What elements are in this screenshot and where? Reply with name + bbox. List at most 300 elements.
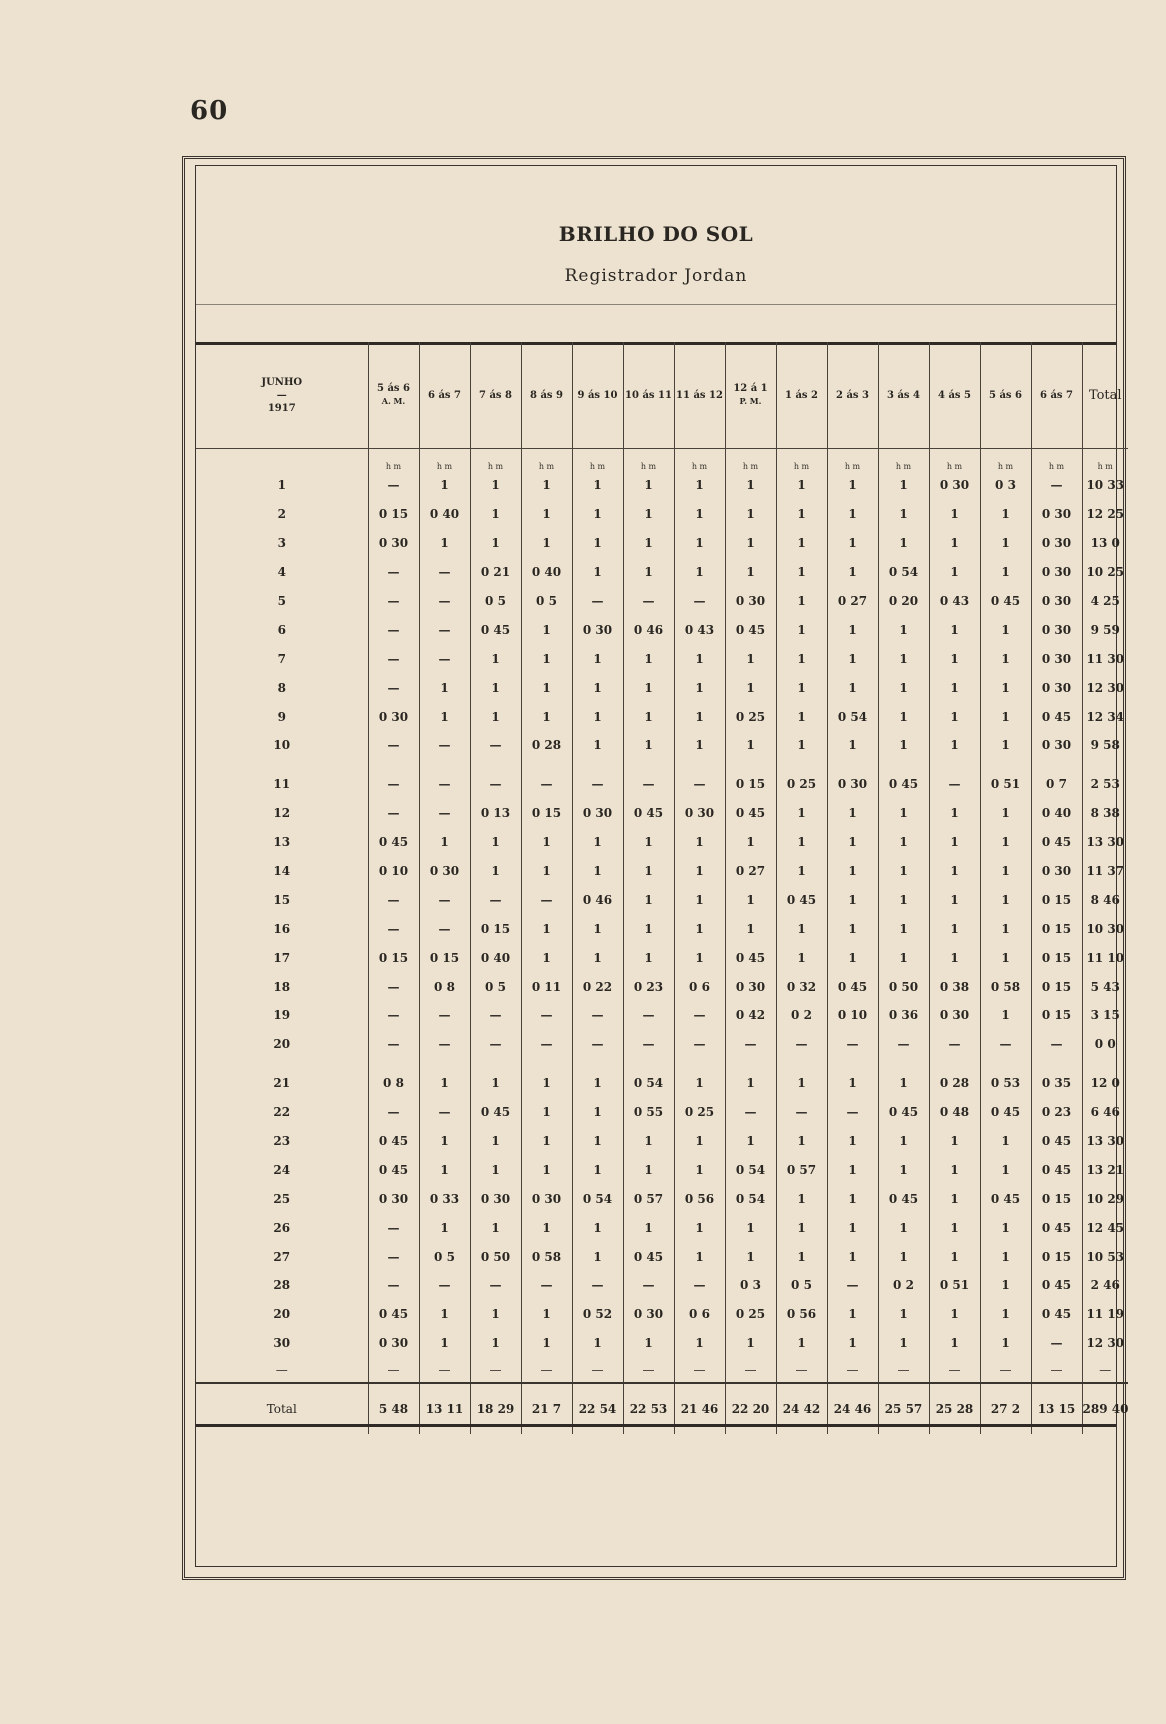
hour-value-cell: 1 — [623, 943, 674, 972]
table-row — [196, 1242, 1128, 1271]
hour-value-cell: 1 — [674, 1127, 725, 1156]
hour-value-cell: — — [623, 587, 674, 616]
hour-value-cell: 0 45 — [776, 885, 827, 914]
hour-value-cell: 0 30 — [1031, 673, 1082, 702]
table-row — [196, 1030, 1128, 1059]
hour-value-cell: 1 — [470, 500, 521, 529]
hour-value-cell: — — [1031, 1329, 1082, 1358]
day-cell: 8 — [277, 680, 286, 695]
table-row — [196, 615, 1128, 644]
hour-range-label: Total — [1088, 387, 1122, 403]
hour-value-cell: 1 — [827, 673, 878, 702]
hour-value-cell: — — [470, 1271, 521, 1300]
hour-value-cell: 1 — [725, 1242, 776, 1271]
hour-value-cell: 1 — [674, 644, 725, 673]
hour-value-cell: 1 — [929, 1242, 980, 1271]
hour-value-cell: 1 — [725, 644, 776, 673]
hour-value-cell: 0 21 — [470, 558, 521, 587]
table-row — [196, 1271, 1128, 1300]
hour-value-cell: 1 — [776, 558, 827, 587]
table-row — [196, 799, 1128, 828]
hour-value-cell: 1 — [929, 1184, 980, 1213]
hour-value-cell: 0 7 — [1031, 760, 1082, 799]
hour-value-cell: — — [521, 1030, 572, 1059]
separator-dash: — — [623, 1358, 674, 1383]
hour-value-cell: 1 — [980, 673, 1031, 702]
hour-value-cell: 1 — [776, 1059, 827, 1098]
day-cell: 24 — [273, 1162, 291, 1177]
hour-value-cell: 1 — [674, 529, 725, 558]
row-total-cell: 12 45 — [1082, 1213, 1128, 1242]
hour-range-label: 9 ás 10 — [577, 389, 618, 401]
hour-value-cell: 1 — [674, 885, 725, 914]
hour-value-cell: 1 — [980, 731, 1031, 760]
hour-column-header — [776, 342, 827, 449]
hour-value-cell: 1 — [929, 644, 980, 673]
hour-value-cell: 1 — [878, 673, 929, 702]
hour-value-cell: 0 30 — [1031, 857, 1082, 886]
hour-value-cell: 1 — [725, 529, 776, 558]
hour-value-cell: 1 — [572, 500, 623, 529]
hour-column-header — [470, 342, 521, 449]
unit-label: h m — [674, 449, 725, 472]
hour-value-cell: 1 — [725, 1213, 776, 1242]
hour-value-cell: 0 45 — [1031, 1127, 1082, 1156]
hour-value-cell: 1 — [929, 1300, 980, 1329]
hour-value-cell: 1 — [827, 885, 878, 914]
hour-value-cell: 1 — [572, 1098, 623, 1127]
hour-value-cell: — — [470, 885, 521, 914]
hour-value-cell: 0 25 — [674, 1098, 725, 1127]
hour-value-cell: 0 58 — [980, 972, 1031, 1001]
hour-value-cell: — — [368, 644, 419, 673]
hour-value-cell: 1 — [827, 1184, 878, 1213]
hour-value-cell: 0 23 — [623, 972, 674, 1001]
hour-value-cell: 1 — [725, 828, 776, 857]
table-row — [196, 972, 1128, 1001]
hour-value-cell: 1 — [470, 1329, 521, 1358]
hour-value-cell: 1 — [929, 673, 980, 702]
hour-value-cell: 1 — [980, 644, 1031, 673]
hour-value-cell: 1 — [623, 885, 674, 914]
hour-value-cell: — — [368, 1098, 419, 1127]
hour-value-cell: 1 — [980, 1127, 1031, 1156]
table-row — [196, 558, 1128, 587]
table-row — [196, 587, 1128, 616]
hour-value-cell: 1 — [572, 702, 623, 731]
table-frame-inner — [195, 165, 1128, 1567]
hour-value-cell: 0 45 — [980, 587, 1031, 616]
hour-value-cell: 0 45 — [878, 1098, 929, 1127]
row-total-cell: 12 25 — [1082, 500, 1128, 529]
column-total-cell: 13 15 — [1031, 1383, 1082, 1434]
column-total-cell: 22 20 — [725, 1383, 776, 1434]
hour-value-cell: 1 — [929, 500, 980, 529]
hour-value-cell: — — [470, 1001, 521, 1030]
year-label: 1917 — [267, 402, 296, 414]
day-cell: 4 — [277, 565, 286, 580]
hour-value-cell: — — [980, 1030, 1031, 1059]
hour-value-cell: 1 — [878, 828, 929, 857]
hour-value-cell: 0 45 — [623, 799, 674, 828]
row-total-cell: 12 30 — [1082, 1329, 1128, 1358]
hour-range-label: 11 ás 12 — [676, 389, 723, 401]
month-dash: — — [276, 389, 287, 401]
hour-value-cell: 0 3 — [980, 471, 1031, 500]
hour-value-cell: 0 54 — [725, 1184, 776, 1213]
hour-value-cell: 1 — [521, 1213, 572, 1242]
separator-dash: — — [674, 1358, 725, 1383]
hour-value-cell: 1 — [725, 1059, 776, 1098]
separator-dash: — — [776, 1358, 827, 1383]
total-column-header — [1082, 342, 1128, 449]
hour-value-cell: 1 — [878, 799, 929, 828]
hour-value-cell: 1 — [419, 471, 470, 500]
hour-value-cell: 1 — [521, 914, 572, 943]
hour-value-cell: 0 45 — [725, 943, 776, 972]
separator-dash: — — [470, 1358, 521, 1383]
hour-value-cell: 1 — [623, 673, 674, 702]
day-cell: 26 — [273, 1220, 291, 1235]
hour-value-cell: 1 — [980, 885, 1031, 914]
day-cell: 2 — [277, 507, 286, 522]
day-cell: 30 — [273, 1336, 291, 1351]
row-total-cell: 3 15 — [1082, 1001, 1128, 1030]
day-cell: 5 — [277, 594, 286, 608]
column-total-cell: 25 28 — [929, 1383, 980, 1434]
hour-value-cell: 1 — [980, 702, 1031, 731]
hour-value-cell: 1 — [572, 828, 623, 857]
hour-value-cell: — — [674, 760, 725, 799]
unit-label: h m — [470, 449, 521, 472]
day-cell: 19 — [273, 1008, 291, 1023]
hour-value-cell: — — [470, 731, 521, 760]
hour-value-cell: 1 — [929, 1127, 980, 1156]
hour-value-cell: 0 30 — [1031, 644, 1082, 673]
hour-value-cell: 0 30 — [929, 1001, 980, 1030]
hour-value-cell: 1 — [827, 857, 878, 886]
row-total-cell: 11 37 — [1082, 857, 1128, 886]
hour-value-cell: 1 — [572, 1155, 623, 1184]
hour-value-cell: 0 13 — [470, 799, 521, 828]
table-row — [196, 1184, 1128, 1213]
hour-value-cell: — — [827, 1271, 878, 1300]
hour-value-cell: — — [674, 587, 725, 616]
column-total-cell: 22 54 — [572, 1383, 623, 1434]
hour-value-cell: 1 — [572, 857, 623, 886]
separator-dash: — — [980, 1358, 1031, 1383]
hour-value-cell: 1 — [521, 702, 572, 731]
day-cell: 9 — [277, 709, 286, 724]
row-total-cell: 4 25 — [1082, 587, 1128, 616]
hour-value-cell: 1 — [827, 731, 878, 760]
day-cell: 16 — [273, 921, 291, 936]
hour-value-cell: — — [623, 1001, 674, 1030]
hour-column-header — [572, 342, 623, 449]
hour-value-cell: 1 — [725, 558, 776, 587]
hour-value-cell: — — [419, 1098, 470, 1127]
hour-value-cell: 1 — [929, 615, 980, 644]
hour-value-cell: 1 — [470, 673, 521, 702]
hour-value-cell: 1 — [776, 1127, 827, 1156]
hour-value-cell: 1 — [980, 943, 1031, 972]
hour-value-cell: 0 33 — [419, 1184, 470, 1213]
table-row — [196, 885, 1128, 914]
hour-value-cell: 1 — [878, 1127, 929, 1156]
unit-label: h m — [878, 449, 929, 472]
row-total-cell: 9 59 — [1082, 615, 1128, 644]
units-spacer — [196, 449, 368, 472]
day-cell: 23 — [273, 1134, 291, 1149]
hour-value-cell: 0 55 — [623, 1098, 674, 1127]
hour-value-cell: — — [929, 1030, 980, 1059]
hour-value-cell: 0 25 — [725, 702, 776, 731]
hour-value-cell: 0 15 — [1031, 1184, 1082, 1213]
hour-value-cell: — — [368, 972, 419, 1001]
hour-value-cell: 1 — [827, 1155, 878, 1184]
hour-value-cell: 1 — [776, 673, 827, 702]
day-cell: 14 — [273, 864, 291, 879]
day-cell: 28 — [273, 1278, 291, 1293]
hour-value-cell: 1 — [470, 1155, 521, 1184]
hour-value-cell: — — [572, 760, 623, 799]
hour-value-cell: 1 — [878, 1155, 929, 1184]
hour-value-cell: 1 — [980, 500, 1031, 529]
hour-value-cell: 1 — [827, 1127, 878, 1156]
hour-value-cell: 0 45 — [827, 972, 878, 1001]
hour-value-cell: 1 — [776, 702, 827, 731]
table-row — [196, 1127, 1128, 1156]
hour-value-cell: — — [368, 558, 419, 587]
hour-value-cell: 0 30 — [368, 529, 419, 558]
hour-value-cell: 1 — [980, 1242, 1031, 1271]
hour-value-cell: 1 — [827, 1300, 878, 1329]
row-total-cell: 12 30 — [1082, 673, 1128, 702]
hour-value-cell: 1 — [623, 644, 674, 673]
hour-value-cell: 1 — [929, 731, 980, 760]
hour-value-cell: 0 15 — [1031, 943, 1082, 972]
hour-value-cell: 1 — [878, 529, 929, 558]
hour-value-cell: 1 — [878, 500, 929, 529]
hour-value-cell: 0 45 — [1031, 1300, 1082, 1329]
hour-value-cell: 1 — [623, 857, 674, 886]
hour-value-cell: 0 30 — [521, 1184, 572, 1213]
hour-value-cell: 0 40 — [470, 943, 521, 972]
hour-value-cell: — — [419, 1030, 470, 1059]
hour-value-cell: 1 — [521, 1059, 572, 1098]
hour-value-cell: — — [929, 760, 980, 799]
separator-dash: — — [878, 1358, 929, 1383]
hour-value-cell: 0 58 — [521, 1242, 572, 1271]
hour-value-cell: 0 5 — [470, 972, 521, 1001]
hour-value-cell: 0 11 — [521, 972, 572, 1001]
hour-column-header — [827, 342, 878, 449]
hour-value-cell: — — [470, 1030, 521, 1059]
hour-value-cell: — — [521, 760, 572, 799]
hour-value-cell: 1 — [623, 500, 674, 529]
hour-range-label: 8 ás 9 — [530, 389, 563, 401]
hour-value-cell: 1 — [419, 1155, 470, 1184]
hour-value-cell: 0 25 — [725, 1300, 776, 1329]
hour-value-cell: 1 — [776, 1242, 827, 1271]
hour-value-cell: 1 — [521, 1127, 572, 1156]
hour-value-cell: 0 38 — [929, 972, 980, 1001]
hour-value-cell: 1 — [521, 857, 572, 886]
hour-value-cell: 0 15 — [1031, 885, 1082, 914]
hour-value-cell: 1 — [776, 644, 827, 673]
hour-value-cell: 0 56 — [674, 1184, 725, 1213]
hour-value-cell: 1 — [521, 1098, 572, 1127]
hour-value-cell: 1 — [725, 885, 776, 914]
hour-value-cell: 1 — [776, 471, 827, 500]
hour-value-cell: 1 — [980, 914, 1031, 943]
hour-value-cell: 1 — [929, 914, 980, 943]
grand-total-cell: 289 40 — [1082, 1383, 1128, 1434]
hour-value-cell: 1 — [572, 471, 623, 500]
hour-column-header — [674, 342, 725, 449]
day-cell: 20 — [273, 1307, 291, 1322]
header-row — [196, 342, 1128, 449]
hour-value-cell: 1 — [980, 1213, 1031, 1242]
hour-value-cell: — — [368, 885, 419, 914]
hour-value-cell: — — [368, 673, 419, 702]
units-row — [196, 449, 1128, 472]
hour-value-cell: — — [419, 731, 470, 760]
row-total-cell: 13 21 — [1082, 1155, 1128, 1184]
hour-range-label: 3 ás 4 — [887, 389, 920, 401]
hour-value-cell: 1 — [623, 914, 674, 943]
row-total-cell: 10 30 — [1082, 914, 1128, 943]
hour-value-cell: 0 6 — [674, 972, 725, 1001]
hour-value-cell: 1 — [521, 1329, 572, 1358]
hour-value-cell: 1 — [725, 673, 776, 702]
hour-value-cell: — — [623, 1271, 674, 1300]
hour-value-cell: 1 — [674, 471, 725, 500]
column-total-cell: 13 11 — [419, 1383, 470, 1434]
hour-value-cell: 1 — [725, 914, 776, 943]
hour-value-cell: 0 57 — [776, 1155, 827, 1184]
hour-value-cell: 1 — [470, 1300, 521, 1329]
hour-value-cell: 0 5 — [521, 587, 572, 616]
hour-value-cell: 1 — [980, 828, 1031, 857]
hour-value-cell: 1 — [776, 799, 827, 828]
hour-value-cell: 0 6 — [674, 1300, 725, 1329]
day-cell: 11 — [273, 777, 291, 792]
hour-value-cell: 1 — [827, 558, 878, 587]
hour-value-cell: 1 — [623, 731, 674, 760]
hour-value-cell: 1 — [929, 529, 980, 558]
hour-value-cell: 1 — [725, 471, 776, 500]
hour-column-header — [419, 342, 470, 449]
hour-value-cell: 1 — [419, 529, 470, 558]
separator-dash: — — [521, 1358, 572, 1383]
day-cell: 12 — [273, 806, 291, 821]
meridiem-label: P. M. — [739, 396, 762, 406]
hour-value-cell: 0 45 — [470, 615, 521, 644]
separator-dash: — — [929, 1358, 980, 1383]
hour-value-cell: 0 30 — [725, 587, 776, 616]
unit-label: h m — [572, 449, 623, 472]
hour-value-cell: 0 45 — [368, 1155, 419, 1184]
hour-value-cell: 0 5 — [776, 1271, 827, 1300]
hour-range-label: 10 ás 11 — [625, 389, 672, 401]
hour-value-cell: 1 — [419, 828, 470, 857]
hour-value-cell: 1 — [776, 914, 827, 943]
hour-value-cell: 1 — [776, 529, 827, 558]
hour-value-cell: 0 30 — [419, 857, 470, 886]
day-cell: 15 — [273, 892, 291, 907]
hour-value-cell: — — [878, 1030, 929, 1059]
hour-value-cell: 0 40 — [521, 558, 572, 587]
hour-value-cell: 0 30 — [1031, 529, 1082, 558]
hour-value-cell: 1 — [521, 828, 572, 857]
hour-value-cell: 0 15 — [725, 760, 776, 799]
hour-value-cell: 0 30 — [623, 1300, 674, 1329]
unit-label: h m — [623, 449, 674, 472]
hour-value-cell: 1 — [878, 1300, 929, 1329]
hour-value-cell: 1 — [674, 857, 725, 886]
hour-value-cell: — — [725, 1030, 776, 1059]
hour-value-cell: 1 — [674, 731, 725, 760]
heading-rule — [196, 304, 1116, 305]
hour-value-cell: 1 — [980, 1001, 1031, 1030]
hour-value-cell: 1 — [776, 943, 827, 972]
hour-value-cell: 0 25 — [776, 760, 827, 799]
table-row — [196, 1098, 1128, 1127]
column-total-cell: 22 53 — [623, 1383, 674, 1434]
hour-value-cell: 1 — [827, 644, 878, 673]
hour-value-cell: 0 42 — [725, 1001, 776, 1030]
hour-value-cell: 1 — [623, 1329, 674, 1358]
hour-value-cell: 1 — [980, 799, 1031, 828]
table-row — [196, 673, 1128, 702]
hour-value-cell: — — [470, 760, 521, 799]
hour-value-cell: 1 — [827, 615, 878, 644]
hour-value-cell: 0 45 — [1031, 702, 1082, 731]
unit-label: h m — [368, 449, 419, 472]
hour-value-cell: 0 23 — [1031, 1098, 1082, 1127]
hour-value-cell: 1 — [674, 943, 725, 972]
row-total-cell: 10 53 — [1082, 1242, 1128, 1271]
hour-value-cell: — — [1031, 471, 1082, 500]
hour-value-cell: 0 15 — [470, 914, 521, 943]
row-total-cell: 12 0 — [1082, 1059, 1128, 1098]
hour-value-cell: — — [827, 1030, 878, 1059]
hour-value-cell: 1 — [827, 914, 878, 943]
hour-value-cell: 1 — [878, 1329, 929, 1358]
hour-value-cell: — — [521, 1271, 572, 1300]
sunshine-table — [196, 342, 1128, 1434]
day-cell: 18 — [273, 979, 291, 994]
hour-value-cell: 0 15 — [1031, 972, 1082, 1001]
unit-label: h m — [419, 449, 470, 472]
hour-value-cell: 0 45 — [1031, 1213, 1082, 1242]
hour-value-cell: — — [572, 1030, 623, 1059]
hour-value-cell: 1 — [878, 471, 929, 500]
hour-value-cell: 1 — [878, 702, 929, 731]
hour-value-cell: 0 54 — [623, 1059, 674, 1098]
hour-value-cell: 0 30 — [725, 972, 776, 1001]
table-row — [196, 857, 1128, 886]
hour-value-cell: 0 50 — [470, 1242, 521, 1271]
row-total-cell: 0 0 — [1082, 1030, 1128, 1059]
hour-value-cell: 1 — [674, 1213, 725, 1242]
table-heading — [196, 166, 1116, 345]
separator-dash: — — [275, 1362, 288, 1377]
hour-value-cell: 1 — [980, 529, 1031, 558]
hour-value-cell: 1 — [980, 558, 1031, 587]
hour-range-label: 4 ás 5 — [938, 389, 971, 401]
